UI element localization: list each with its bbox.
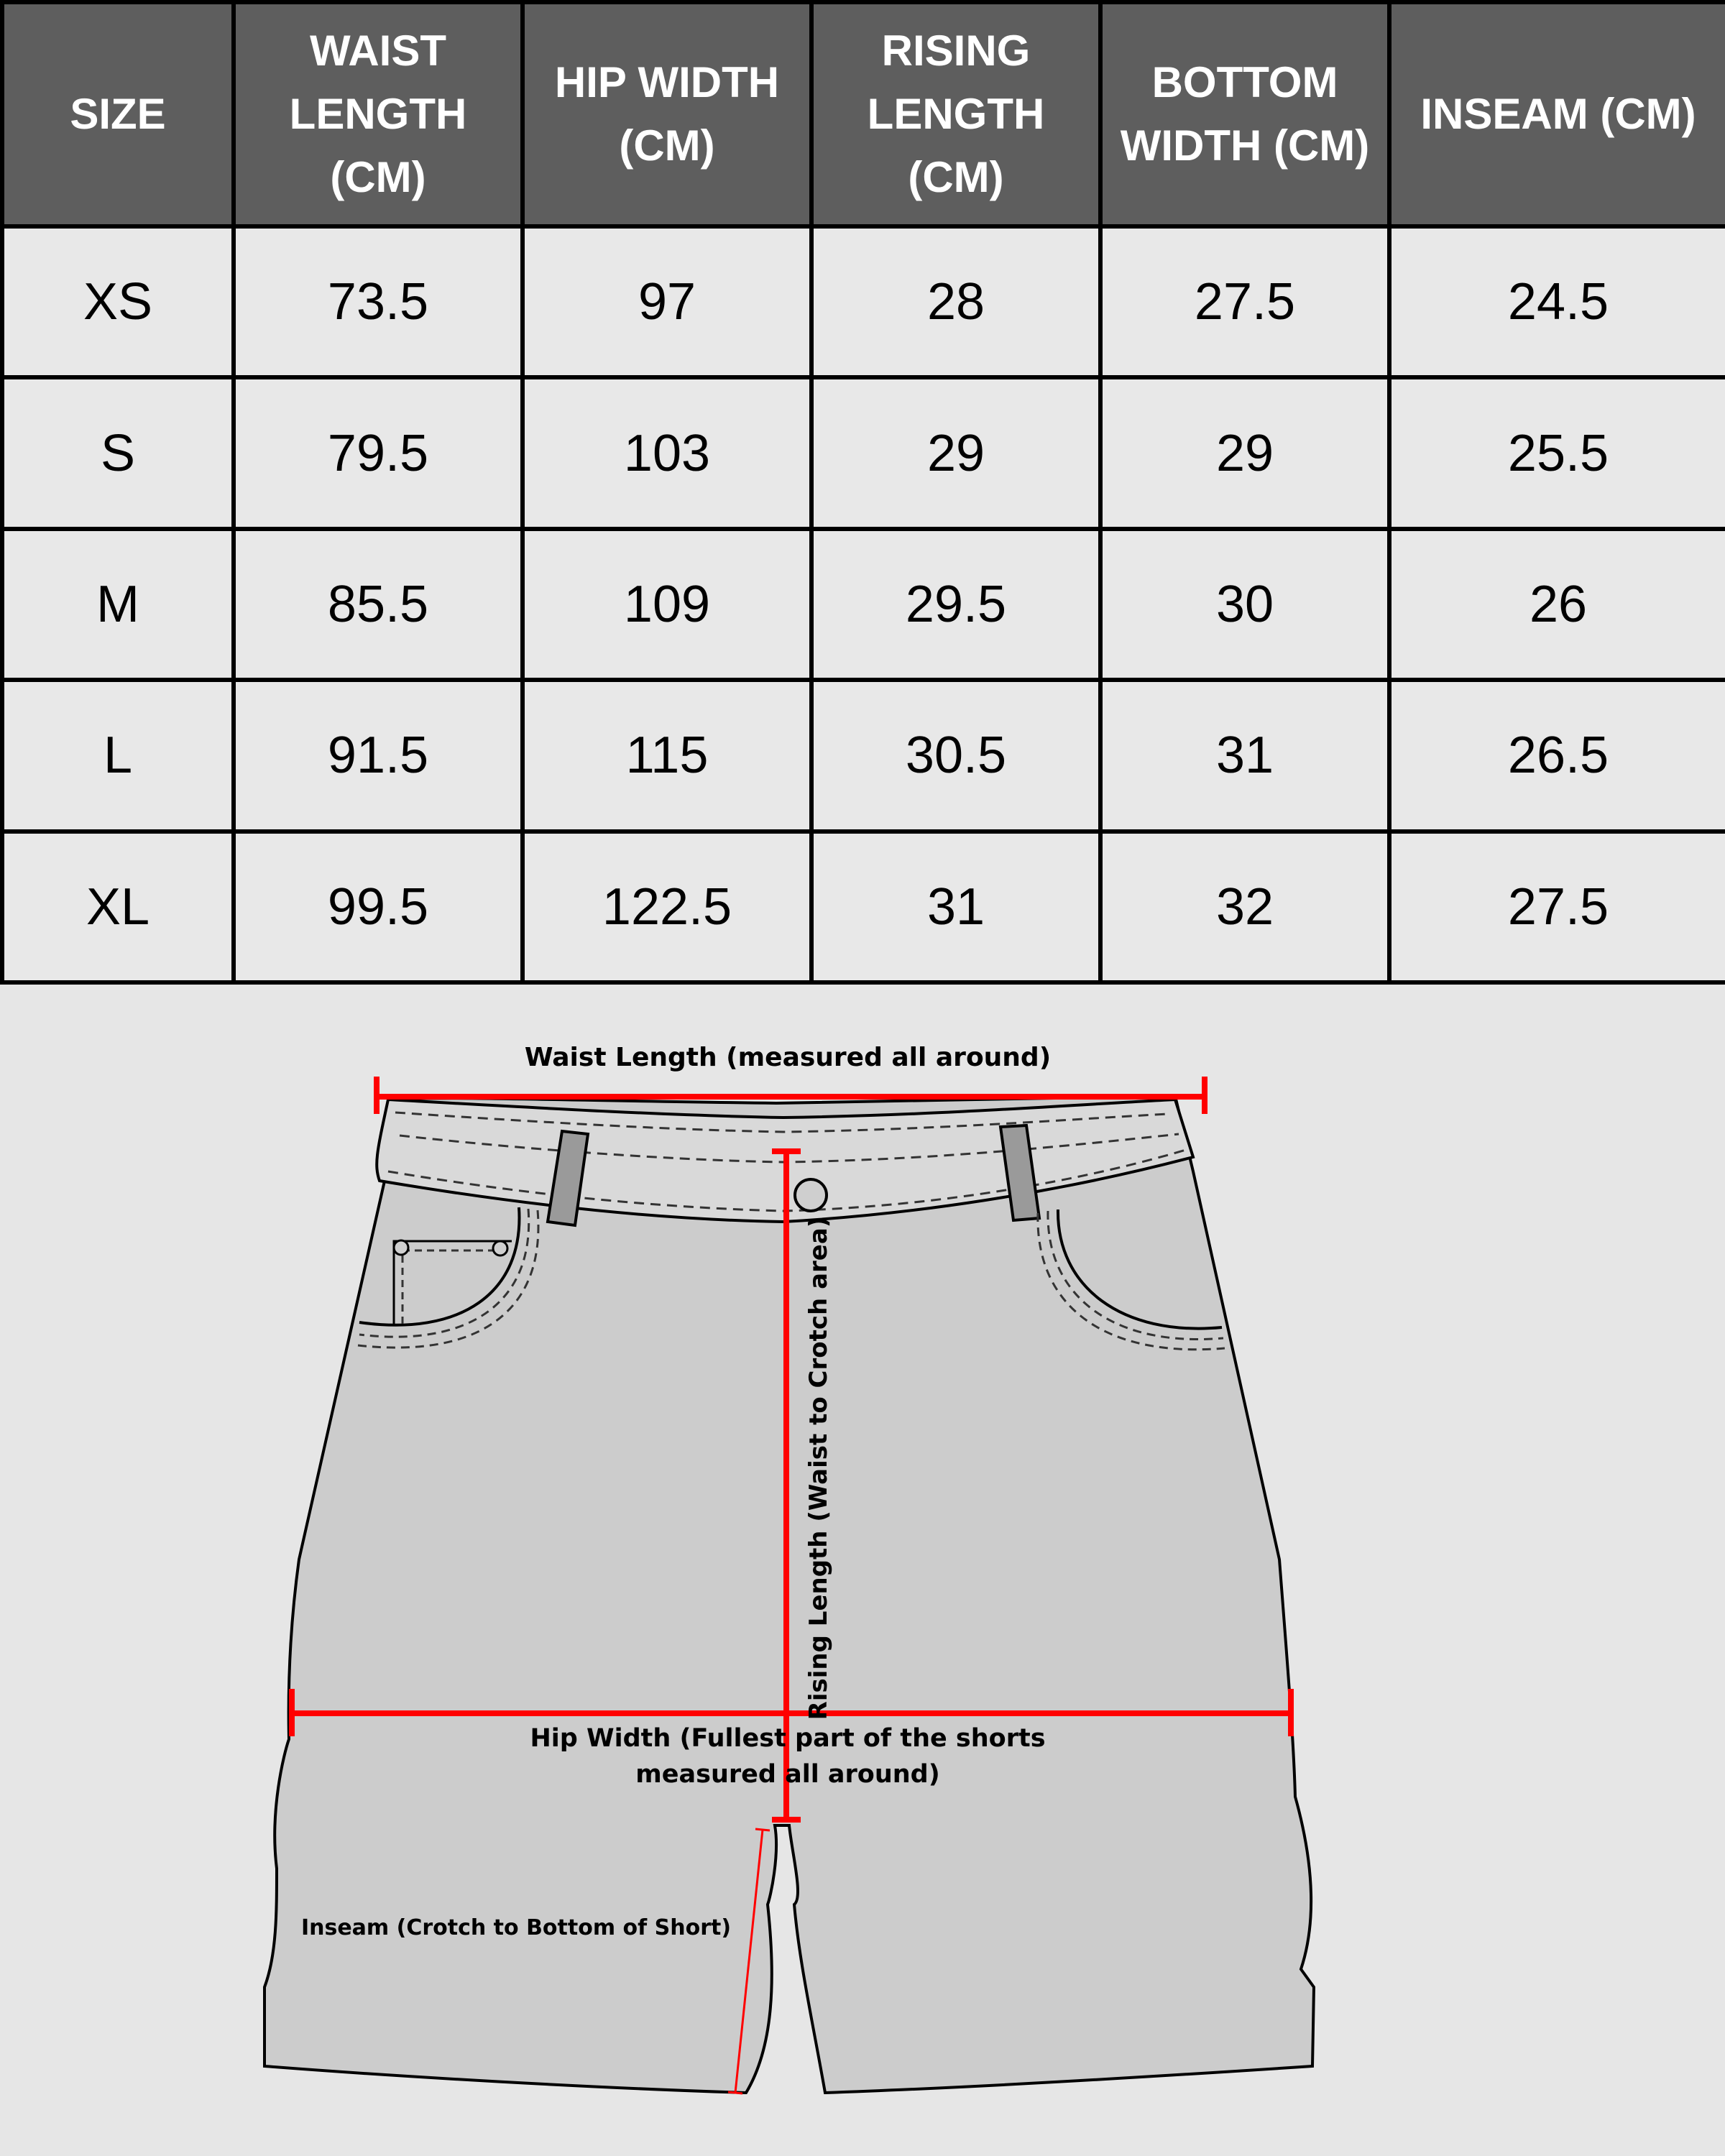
cell-size: XL [2,831,234,982]
header-inseam: INSEAM (CM) [1389,2,1725,226]
table-row [2,529,1725,680]
cell-hip: 97 [523,226,811,377]
hip-label-line-1: Hip Width (Fullest part of the shorts [530,1724,1046,1753]
cell-hip: 103 [523,377,811,528]
cell-rise: 28 [811,226,1100,377]
cell-inseam: 27.5 [1389,831,1725,982]
cell-hip: 109 [523,529,811,680]
header-hip-width: HIP WIDTH (CM) [523,2,811,226]
cell-waist: 91.5 [234,680,523,831]
cell-bottom: 30 [1100,529,1389,680]
table-header-row [2,2,1725,226]
cell-hip: 115 [523,680,811,831]
waist-button [795,1179,827,1211]
cell-size: S [2,377,234,528]
cell-rise: 30.5 [811,680,1100,831]
cell-bottom: 27.5 [1100,226,1389,377]
inseam-label: Inseam (Crotch to Bottom of Short) [300,1915,732,1940]
cell-waist: 99.5 [234,831,523,982]
cell-inseam: 25.5 [1389,377,1725,528]
cell-waist: 73.5 [234,226,523,377]
cell-bottom: 29 [1100,377,1389,528]
cell-bottom: 32 [1100,831,1389,982]
header-size: SIZE [2,2,234,226]
header-bottom-width: BOTTOM WIDTH (CM) [1100,2,1389,226]
cell-size: L [2,680,234,831]
hip-label-line-2: measured all around) [635,1760,940,1789]
cell-inseam: 26.5 [1389,680,1725,831]
rivet-left [394,1240,408,1255]
table-row [2,680,1725,831]
shorts-measurement-diagram [0,985,1725,2156]
header-waist-length: WAIST LENGTH (CM) [234,2,523,226]
cell-bottom: 31 [1100,680,1389,831]
rivet-right [493,1241,507,1256]
cell-waist: 79.5 [234,377,523,528]
header-rising-length: RISING LENGTH (CM) [811,2,1100,226]
waist-label: Waist Length (measured all around) [524,1043,1052,1072]
cell-rise: 29.5 [811,529,1100,680]
table-row [2,377,1725,528]
table-row [2,226,1725,377]
cell-inseam: 26 [1389,529,1725,680]
cell-rise: 29 [811,377,1100,528]
cell-rise: 31 [811,831,1100,982]
size-chart-table [0,0,1725,985]
cell-size: M [2,529,234,680]
cell-inseam: 24.5 [1389,226,1725,377]
rising-label: Rising Length (Waist to Crotch area) [804,1216,833,1720]
table-row [2,831,1725,982]
cell-hip: 122.5 [523,831,811,982]
cell-waist: 85.5 [234,529,523,680]
cell-size: XS [2,226,234,377]
